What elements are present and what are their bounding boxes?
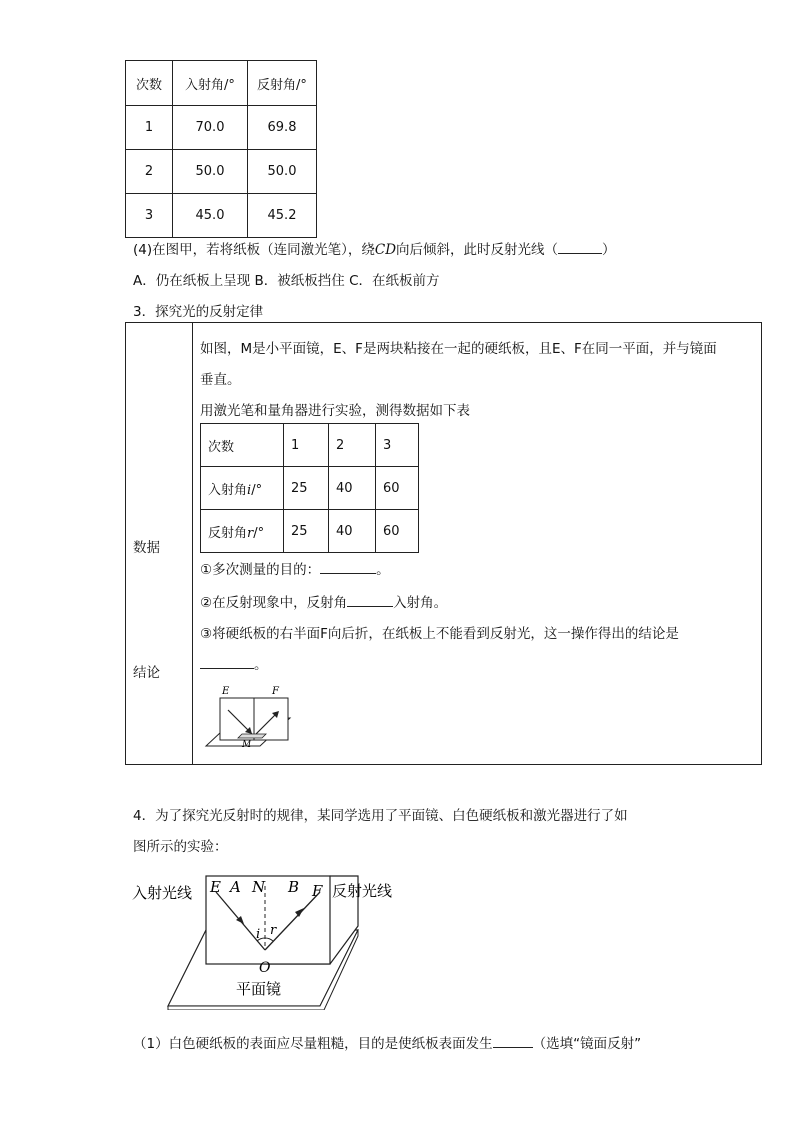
small-mirror bbox=[238, 734, 266, 738]
table-cell: 70.0 bbox=[173, 106, 248, 150]
label-o: O bbox=[259, 960, 271, 976]
reflection-board-figure bbox=[200, 680, 300, 754]
label-i: i bbox=[256, 927, 261, 942]
question-3-1-suffix: 。 bbox=[376, 562, 390, 578]
label-n: N bbox=[252, 878, 266, 896]
label-e: E bbox=[222, 686, 230, 697]
section-4-question-1-text: （1）白色硬纸板的表面应尽量粗糙，目的是使纸板表面发生 bbox=[133, 1036, 493, 1052]
question-4-text bbox=[133, 238, 616, 258]
table-cell: 25 bbox=[284, 467, 329, 510]
question-3-2-prefix: ②在反射现象中，反射角 bbox=[200, 595, 348, 611]
table-cell: 3 bbox=[376, 424, 419, 467]
label-a: A bbox=[230, 878, 241, 896]
table-cell: 40 bbox=[329, 510, 376, 553]
section-4-line-1: 4．为了探究光反射时的规律，某同学选用了平面镜、白色硬纸板和激光器进行了如 bbox=[133, 808, 628, 824]
table-cell: 69.8 bbox=[248, 106, 317, 150]
table-cell: 50.0 bbox=[173, 150, 248, 194]
label-conclusion: 结论 bbox=[133, 665, 160, 681]
incident-ray-label: 入射光线 bbox=[132, 884, 193, 902]
table-cell: 2 bbox=[329, 424, 376, 467]
question-4-options: A．仍在纸板上呈现 B．被纸板挡住 C．在纸板前方 bbox=[133, 273, 440, 289]
reflection-experiment-figure bbox=[128, 868, 418, 1010]
row-label-unit: /° bbox=[251, 482, 263, 498]
answer-blank[interactable] bbox=[558, 240, 602, 255]
table-cell: 2 bbox=[126, 150, 173, 194]
question-3-2 bbox=[200, 591, 447, 611]
row-label-var: r bbox=[247, 525, 254, 541]
question-3-3-suffix: 。 bbox=[254, 657, 268, 673]
question-3-1-prefix: ①多次测量的目的： bbox=[200, 562, 321, 578]
table-cell bbox=[201, 467, 284, 510]
row-label-unit: /° bbox=[253, 525, 265, 541]
mirror-label: 平面镜 bbox=[236, 980, 282, 998]
label-b: B bbox=[288, 878, 300, 896]
question-3-3: ③将硬纸板的右半面F向后折，在纸板上不能看到反射光，这一操作得出的结论是 bbox=[200, 626, 679, 642]
row-label: 反射角 bbox=[208, 525, 248, 541]
table-cell: 60 bbox=[376, 467, 419, 510]
table-cell: 次数 bbox=[201, 424, 284, 467]
label-m: M bbox=[242, 740, 252, 750]
label-r: r bbox=[270, 923, 277, 938]
table-cell: 45.2 bbox=[248, 194, 317, 238]
section-3-intro-1: 如图，M是小平面镜，E、F是两块粘接在一起的硬纸板，且E、F在同一平面，并与镜面 bbox=[200, 341, 717, 357]
cd-label: CD bbox=[374, 242, 397, 258]
table-header-cell: 次数 bbox=[126, 61, 173, 106]
table-cell: 1 bbox=[126, 106, 173, 150]
question-3-1 bbox=[200, 558, 390, 578]
question-4-suffix: 向后倾斜，此时反射光线（ bbox=[396, 242, 559, 258]
table-row bbox=[126, 150, 317, 194]
table-cell: 50.0 bbox=[248, 150, 317, 194]
row-label-var: i bbox=[247, 482, 252, 498]
table-cell: 1 bbox=[284, 424, 329, 467]
question-4-prefix: (4)在图甲，若将纸板（连同激光笔），绕 bbox=[133, 242, 375, 258]
section-3-intro-2: 垂直。 bbox=[200, 372, 241, 388]
data-table-2 bbox=[200, 423, 419, 553]
label-f: F bbox=[272, 686, 279, 697]
question-3-2-suffix: 入射角。 bbox=[393, 595, 448, 611]
section-3-intro-3: 用激光笔和量角器进行实验，测得数据如下表 bbox=[200, 403, 470, 419]
answer-blank[interactable] bbox=[347, 593, 393, 608]
table-row bbox=[126, 194, 317, 238]
question-4-close: ） bbox=[602, 242, 616, 258]
data-table-1 bbox=[125, 60, 317, 238]
answer-blank[interactable] bbox=[493, 1034, 533, 1049]
answer-blank[interactable] bbox=[320, 560, 376, 575]
table-row bbox=[126, 106, 317, 150]
label-f: F bbox=[312, 882, 323, 900]
table-cell: 40 bbox=[329, 467, 376, 510]
section-4-line-2: 图所示的实验： bbox=[133, 839, 228, 855]
section-4-question-1-suffix: （选填“镜面反射” bbox=[532, 1036, 642, 1052]
label-data: 数据 bbox=[133, 540, 160, 556]
table-cell: 60 bbox=[376, 510, 419, 553]
section-3-title: 3．探究光的反射定律 bbox=[133, 304, 264, 320]
table-row bbox=[201, 467, 419, 510]
row-label: 入射角 bbox=[208, 482, 248, 498]
table-cell: 3 bbox=[126, 194, 173, 238]
table-cell bbox=[201, 510, 284, 553]
label-e: E bbox=[210, 878, 221, 896]
table-header-cell: 入射角/° bbox=[173, 61, 248, 106]
reflected-ray-label: 反射光线 bbox=[332, 882, 393, 900]
question-3-3-cont bbox=[200, 653, 268, 673]
answer-blank[interactable] bbox=[200, 655, 254, 670]
table-header-cell: 反射角/° bbox=[248, 61, 317, 106]
section-4-question-1 bbox=[133, 1032, 641, 1052]
table-row bbox=[201, 510, 419, 553]
table-row bbox=[201, 424, 419, 467]
table-header-row bbox=[126, 61, 317, 106]
table-cell: 25 bbox=[284, 510, 329, 553]
table-cell: 45.0 bbox=[173, 194, 248, 238]
